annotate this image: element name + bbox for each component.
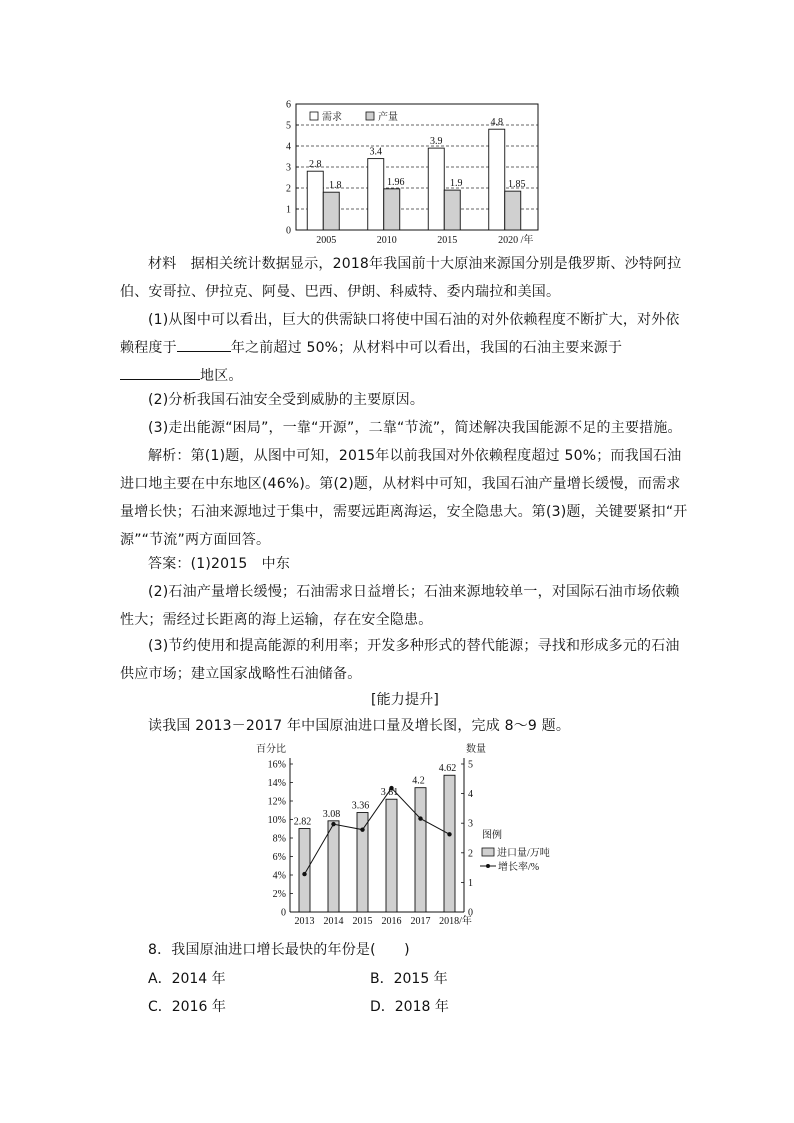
bar-production <box>444 190 460 230</box>
data-label: 3.4 <box>369 146 382 158</box>
right-tick-label: 5 <box>468 759 473 771</box>
bar-demand <box>489 129 505 230</box>
data-label: 1.96 <box>387 176 405 188</box>
right-tick-label: 1 <box>468 877 473 889</box>
x-tick-label: 2010 <box>376 235 397 246</box>
data-label: 4.8 <box>490 117 503 129</box>
left-tick-label: 4% <box>272 870 286 882</box>
import-bar <box>328 821 339 912</box>
left-tick-label: 2% <box>272 889 286 900</box>
growth-rate-line <box>305 788 450 874</box>
bar-demand <box>307 171 323 230</box>
data-label: 1.85 <box>508 179 526 191</box>
y-tick-label: 4 <box>286 141 291 153</box>
legend-title: 图例 <box>482 830 502 841</box>
y-tick-label: 6 <box>286 99 291 111</box>
growth-rate-point <box>447 832 451 836</box>
left-tick-label: 10% <box>267 815 286 826</box>
analysis-paragraph: 解析：第(1)题，从图中可知，2015年以前我国对外依赖程度超过 50%；而我国石油进口地主要在中东地区(46%)。第(2)题，从材料中可知，我国石油产量增长缓慢，而需求量增长快；石油来源地过于集中，需要远距离海运，安全隐患大。第(3)题，关键要紧扣“开源”“节流”两方面回答。 <box>120 448 688 548</box>
data-label: 1.8 <box>329 180 342 192</box>
growth-rate-point <box>302 872 306 876</box>
section-heading: [能力提升] <box>370 692 440 708</box>
x-tick-label: 2013 <box>294 916 315 926</box>
left-tick-label: 6% <box>272 852 286 863</box>
legend-label: 需求 <box>322 112 342 123</box>
growth-rate-point <box>331 822 335 826</box>
x-tick-label: 2016 <box>381 916 402 926</box>
material-paragraph: 材料 据相关统计数据显示，2018年我国前十大原油来源国分别是俄罗斯、沙特阿拉伯、安哥拉、伊拉克、阿曼、巴西、伊朗、科威特、委内瑞拉和美国。 <box>120 256 682 300</box>
left-tick-label: 14% <box>267 778 286 789</box>
y-tick-label: 1 <box>286 204 291 216</box>
bar-value-label: 3.81 <box>380 787 399 799</box>
growth-rate-point <box>360 827 364 831</box>
answer-1: 答案：(1)2015 中东 <box>148 556 291 572</box>
bar-demand <box>368 159 384 230</box>
legend-line-marker <box>486 864 490 868</box>
right-tick-label: 3 <box>468 818 473 830</box>
bar-production <box>505 191 521 230</box>
legend-label: 产量 <box>378 112 398 123</box>
bar-value-label: 4.2 <box>412 775 425 787</box>
answer-blank-1[interactable] <box>177 337 231 352</box>
data-label: 2.8 <box>309 159 322 171</box>
bar-value-label: 4.62 <box>438 763 457 775</box>
y-tick-label: 0 <box>286 225 291 237</box>
legend-bar-swatch <box>482 848 494 856</box>
left-tick-label: 0 <box>281 907 286 919</box>
import-bar <box>386 799 397 912</box>
y-tick-label: 2 <box>286 183 291 195</box>
legend-bar-label: 进口量/万吨 <box>497 848 550 859</box>
chart-intro: 读我国 2013－2017 年中国原油进口量及增长图，完成 8～9 题。 <box>148 718 571 734</box>
question-1-text-c: 地区。 <box>200 368 243 384</box>
right-tick-label: 2 <box>468 848 473 860</box>
legend-line-label: 增长率/% <box>498 862 540 873</box>
oil-import-chart <box>254 742 574 926</box>
bar-production <box>384 189 400 230</box>
data-label: 1.9 <box>450 178 463 190</box>
x-tick-label: 2015 <box>437 235 458 246</box>
question-3: (3)走出能源“困局”，一靠“开源”，二靠“节流”，简述解决我国能源不足的主要措施。 <box>148 420 682 436</box>
answer-blank-2[interactable] <box>120 365 200 380</box>
import-bar <box>444 775 455 912</box>
x-tick-label: 2017 <box>410 916 431 926</box>
right-tick-label: 4 <box>468 789 473 801</box>
growth-rate-point <box>418 816 422 820</box>
right-axis-title: 数量 <box>466 744 486 755</box>
left-tick-label: 12% <box>267 796 286 808</box>
question-8: 8．我国原油进口增长最快的年份是( ) <box>148 942 410 958</box>
x-tick-label: 2005 <box>316 235 337 246</box>
import-bar <box>299 829 310 912</box>
answer-3: (3)节约使用和提高能源的利用率；开发多种形式的替代能源；寻找和形成多元的石油供应市场；建立国家战略性石油储备。 <box>120 638 680 682</box>
data-label: 3.9 <box>430 136 443 148</box>
question-1-text-a: (1)从图中可以看出，巨大的供需缺口将使中国石油的对外依赖程度不断扩大，对外依赖程度于 <box>120 312 680 356</box>
left-tick-label: 16% <box>267 759 286 771</box>
bar-value-label: 3.36 <box>351 800 370 812</box>
import-bar <box>415 788 426 912</box>
option-c[interactable]: C．2016 年 <box>148 999 226 1015</box>
bar-production <box>323 192 339 230</box>
import-bar <box>357 813 368 912</box>
y-tick-label: 5 <box>286 120 291 132</box>
left-tick-label: 8% <box>272 833 286 845</box>
bar-demand <box>428 148 444 230</box>
x-tick-label: 2014 <box>323 916 344 926</box>
supply-demand-bar-chart <box>280 96 540 248</box>
option-d[interactable]: D．2018 年 <box>370 999 449 1015</box>
x-tick-label: 2020 /年 <box>498 235 534 246</box>
bar-value-label: 3.08 <box>322 808 341 820</box>
legend-swatch <box>310 112 318 120</box>
left-axis-title: 百分比 <box>256 744 286 755</box>
y-tick-label: 3 <box>286 162 291 174</box>
question-1 <box>120 306 690 390</box>
answer-2: (2)石油产量增长缓慢；石油需求日益增长；石油来源地较单一，对国际石油市场依赖性大；需经过长距离的海上运输，存在安全隐患。 <box>120 584 680 628</box>
question-2: (2)分析我国石油安全受到威胁的主要原因。 <box>148 392 425 408</box>
bar-value-label: 2.82 <box>293 816 312 828</box>
x-tick-label: 2015 <box>352 916 373 926</box>
right-tick-label: 0 <box>468 907 473 919</box>
x-tick-label: 2018/年 <box>439 916 472 926</box>
question-1-text-b: 年之前超过 50%；从材料中可以看出，我国的石油主要来源于 <box>230 340 623 356</box>
option-a[interactable]: A．2014 年 <box>148 971 226 987</box>
legend-swatch <box>366 112 374 120</box>
option-b[interactable]: B．2015 年 <box>370 971 448 987</box>
